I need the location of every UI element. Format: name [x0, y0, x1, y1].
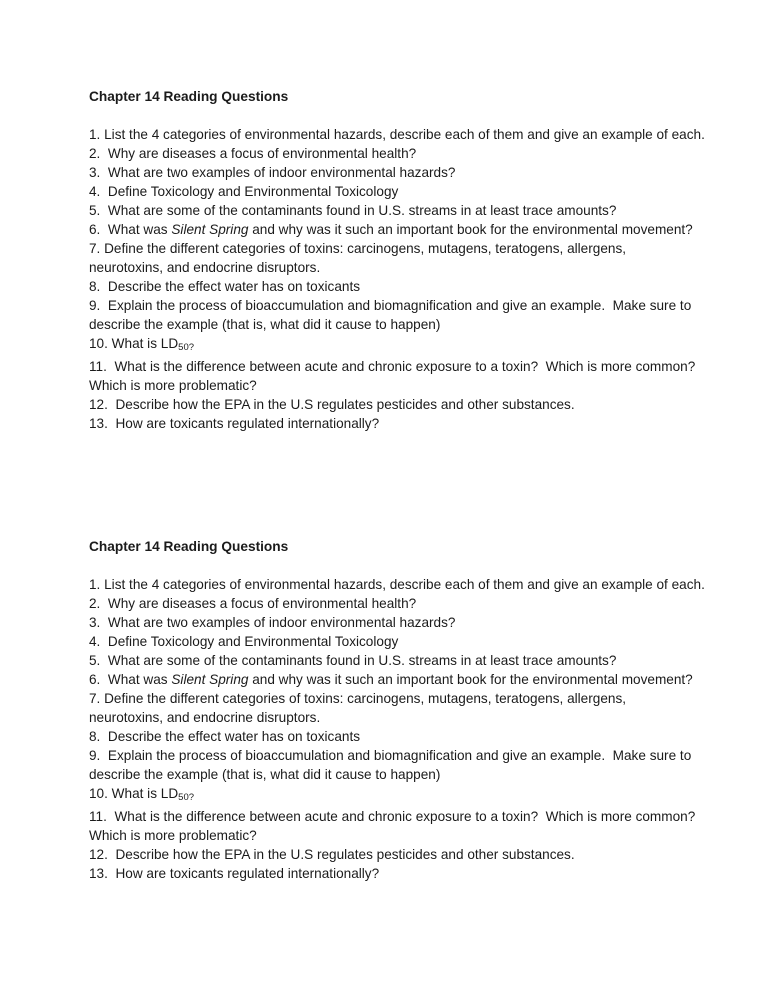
text-segment: 4. Define Toxicology and Environmental Toxicology: [89, 634, 399, 649]
question-line: [89, 414, 749, 433]
block-2-heading: Chapter 14 Reading Questions: [89, 539, 289, 554]
text-segment: Which is more problematic?: [89, 828, 257, 843]
text-segment: 9. Explain the process of bioaccumulation and biomagnification and give an example. Make sure to: [89, 298, 692, 313]
text-segment: 11. What is the difference between acute and chronic exposure to a toxin? Which is more common?: [89, 809, 696, 824]
subscript-text: 50?: [178, 792, 195, 803]
question-line: [89, 125, 749, 144]
text-segment: 12. Describe how the EPA in the U.S regulates pesticides and other substances.: [89, 397, 575, 412]
reading-questions-block-1: [89, 87, 749, 433]
question-line: [89, 239, 749, 258]
question-line: [89, 220, 749, 239]
text-segment: 13. How are toxicants regulated internationally?: [89, 416, 380, 431]
question-line: [89, 182, 749, 201]
question-line: [89, 334, 749, 357]
text-segment: 8. Describe the effect water has on toxicants: [89, 279, 361, 294]
question-line: [89, 689, 749, 708]
italic-book-title: Silent Spring: [171, 222, 249, 237]
question-line: [89, 258, 749, 277]
question-line: [89, 315, 749, 334]
text-segment: 3. What are two examples of indoor environmental hazards?: [89, 615, 456, 630]
text-segment: describe the example (that is, what did it cause to happen): [89, 767, 441, 782]
question-line: [89, 163, 749, 182]
text-segment: 5. What are some of the contaminants found in U.S. streams in at least trace amounts?: [89, 203, 617, 218]
text-segment: 10. What is LD: [89, 336, 179, 351]
question-line: [89, 845, 749, 864]
question-line: [89, 594, 749, 613]
text-segment: 1. List the 4 categories of environmental hazards, describe each of them and give an example of each.: [89, 127, 705, 142]
question-line: [89, 765, 749, 784]
text-segment: 7. Define the different categories of toxins: carcinogens, mutagens, teratogens, allergens,: [89, 691, 627, 706]
italic-book-title: Silent Spring: [171, 672, 249, 687]
text-segment: 4. Define Toxicology and Environmental Toxicology: [89, 184, 399, 199]
text-segment: describe the example (that is, what did it cause to happen): [89, 317, 441, 332]
question-line: [89, 670, 749, 689]
subscript-text: 50?: [178, 342, 195, 353]
question-line: [89, 376, 749, 395]
text-segment: 1. List the 4 categories of environmental hazards, describe each of them and give an example of each.: [89, 577, 705, 592]
text-segment: 10. What is LD: [89, 786, 179, 801]
text-segment: 8. Describe the effect water has on toxicants: [89, 729, 361, 744]
question-line: [89, 144, 749, 163]
blank-line: [89, 556, 749, 575]
text-segment: 12. Describe how the EPA in the U.S regulates pesticides and other substances.: [89, 847, 575, 862]
question-line: [89, 357, 749, 376]
reading-questions-block-2: [89, 537, 749, 883]
text-segment: and why was it such an important book for the environmental movement?: [248, 672, 693, 687]
text-segment: 13. How are toxicants regulated internationally?: [89, 866, 380, 881]
text-segment: 5. What are some of the contaminants found in U.S. streams in at least trace amounts?: [89, 653, 617, 668]
question-line: [89, 826, 749, 845]
text-segment: 11. What is the difference between acute and chronic exposure to a toxin? Which is more common?: [89, 359, 696, 374]
blank-line: [89, 106, 749, 125]
question-line: [89, 864, 749, 883]
question-line: [89, 651, 749, 670]
text-segment: 2. Why are diseases a focus of environmental health?: [89, 146, 417, 161]
question-line: [89, 708, 749, 727]
question-line: [89, 784, 749, 807]
question-line: [89, 395, 749, 414]
block-2-question-list: [89, 575, 749, 883]
text-segment: neurotoxins, and endocrine disruptors.: [89, 710, 321, 725]
text-segment: 7. Define the different categories of toxins: carcinogens, mutagens, teratogens, allergens,: [89, 241, 627, 256]
question-line: [89, 746, 749, 765]
question-line: [89, 632, 749, 651]
question-line: [89, 807, 749, 826]
text-segment: 2. Why are diseases a focus of environmental health?: [89, 596, 417, 611]
text-segment: neurotoxins, and endocrine disruptors.: [89, 260, 321, 275]
text-segment: 6. What was: [89, 672, 172, 687]
text-segment: Which is more problematic?: [89, 378, 257, 393]
block-1-heading: Chapter 14 Reading Questions: [89, 89, 289, 104]
text-segment: 3. What are two examples of indoor environmental hazards?: [89, 165, 456, 180]
text-segment: and why was it such an important book for the environmental movement?: [248, 222, 693, 237]
text-segment: 9. Explain the process of bioaccumulation and biomagnification and give an example. Make sure to: [89, 748, 692, 763]
question-line: [89, 296, 749, 315]
text-segment: 6. What was: [89, 222, 172, 237]
question-line: [89, 575, 749, 594]
question-line: [89, 201, 749, 220]
question-line: [89, 727, 749, 746]
question-line: [89, 613, 749, 632]
block-1-question-list: [89, 125, 749, 433]
question-line: [89, 277, 749, 296]
